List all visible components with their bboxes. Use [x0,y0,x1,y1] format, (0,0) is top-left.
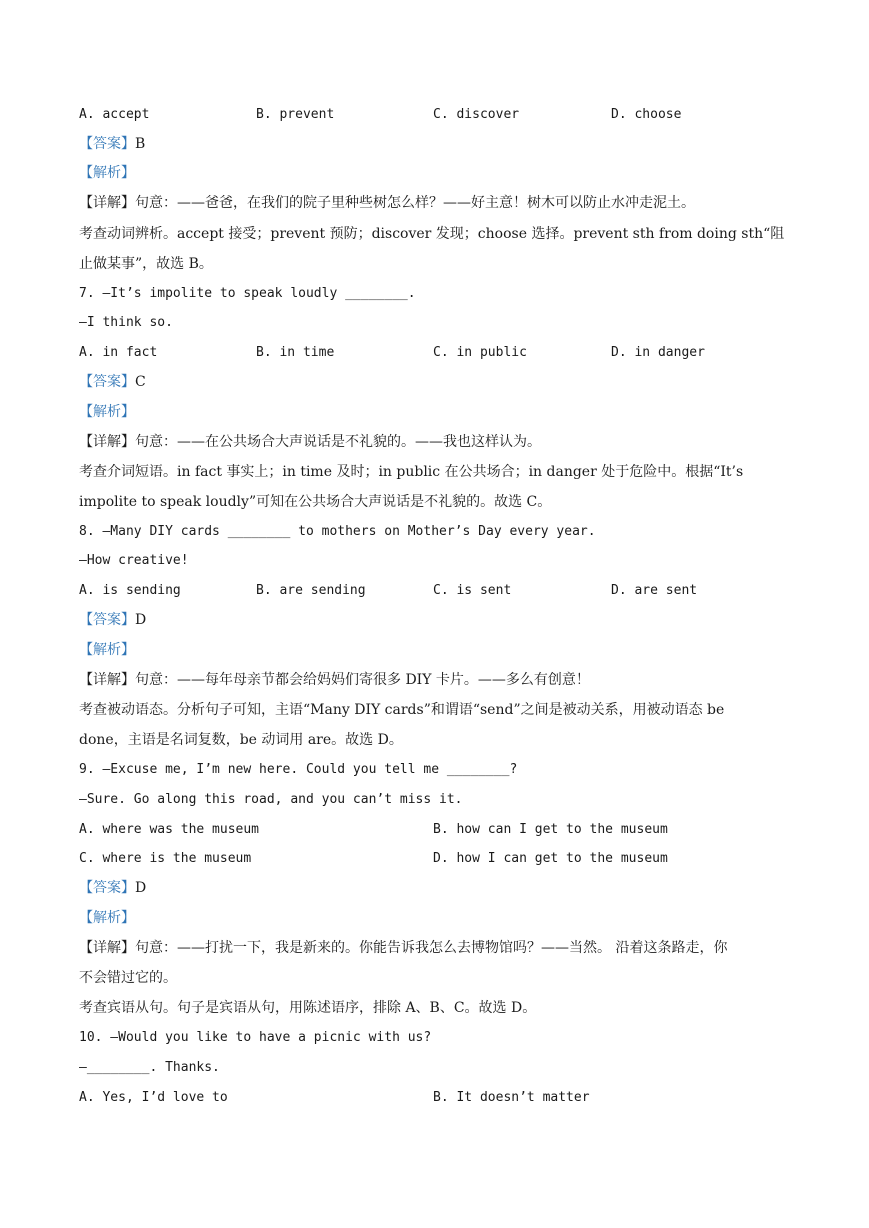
q8-analysis-tag: 【解析】 [79,642,135,658]
q8-stem: 8. —Many DIY cards ________ to mothers on Mother’s Day every year. [79,524,596,539]
q7-explanation-2: impolite to speak loudly”可知在公共场合大声说话是不礼貌的。故选 C。 [79,494,552,510]
q10-reply: —________. Thanks. [79,1060,220,1075]
detail-tag: 【详解】 [79,672,135,688]
q9-option-d: D. how I can get to the museum [433,851,668,866]
q8-option-a: A. is sending [79,583,181,598]
q6-option-a: A. accept [79,107,150,122]
q8-option-b: B. are sending [256,583,366,598]
q6-option-c: C. discover [433,107,520,122]
q10-option-a: A. Yes, I’d love to [79,1090,228,1105]
q10-option-b: B. It doesn’t matter [433,1090,590,1105]
q10-stem: 10. —Would you like to have a picnic with us? [79,1030,432,1045]
q9-explanation-1: 考查宾语从句。句子是宾语从句，用陈述语序，排除 A、B、C。故选 D。 [79,1000,537,1016]
detail-text: 句意：——打扰一下，我是新来的。你能告诉我怎么去博物馆吗？——当然。 沿着这条路走，你 [135,940,728,956]
q6-option-d: D. choose [611,107,682,122]
q8-option-d: D. are sent [611,583,698,598]
answer-value: C [135,374,146,390]
answer-value: D [135,612,147,628]
q6-option-b: B. prevent [256,107,335,122]
q7-answer [79,373,146,391]
q8-answer [79,611,146,629]
q7-option-b: B. in time [256,345,335,360]
detail-text: 句意：——每年母亲节都会给妈妈们寄很多 DIY 卡片。——多么有创意！ [135,672,590,688]
detail-text: 句意：——在公共场合大声说话是不礼貌的。——我也这样认为。 [135,434,541,450]
q8-detail [79,671,590,689]
q6-explanation-1: 考查动词辨析。accept 接受；prevent 预防；discover 发现；choose 选择。prevent sth from doing sth“阻 [79,226,785,242]
q9-stem: 9. —Excuse me, I’m new here. Could you tell me ________? [79,762,518,777]
detail-tag: 【详解】 [79,195,135,211]
q8-explanation-2: done，主语是名词复数，be 动词用 are。故选 D。 [79,732,403,748]
answer-tag: 【答案】 [79,374,135,390]
q7-explanation-1: 考查介词短语。in fact 事实上；in time 及时；in public 在公共场合；in danger 处于危险中。根据“It’s [79,464,744,480]
q6-detail [79,194,695,212]
answer-tag: 【答案】 [79,136,135,152]
q6-answer [79,135,145,153]
answer-tag: 【答案】 [79,612,135,628]
answer-value: B [135,136,146,152]
detail-tag: 【详解】 [79,434,135,450]
q9-answer [79,879,146,897]
answer-tag: 【答案】 [79,880,135,896]
q9-option-a: A. where was the museum [79,822,260,837]
q9-option-c: C. where is the museum [79,851,252,866]
q6-analysis-tag: 【解析】 [79,165,135,181]
q9-reply: —Sure. Go along this road, and you can’t miss it. [79,792,463,807]
q7-analysis-tag: 【解析】 [79,404,135,420]
q8-reply: —How creative! [79,553,189,568]
q7-detail [79,433,541,451]
answer-value: D [135,880,147,896]
q9-analysis-tag: 【解析】 [79,910,135,926]
q9-option-b: B. how can I get to the museum [433,822,668,837]
q8-option-c: C. is sent [433,583,512,598]
q9-detail-2: 不会错过它的。 [79,970,177,986]
q9-detail [79,939,727,957]
q7-stem: 7. —It’s impolite to speak loudly ________. [79,286,416,301]
detail-tag: 【详解】 [79,940,135,956]
q8-explanation-1: 考查被动语态。分析句子可知，主语“Many DIY cards”和谓语“send”之间是被动关系，用被动语态 be [79,702,725,718]
q7-option-d: D. in danger [611,345,705,360]
detail-text: 句意：——爸爸，在我们的院子里种些树怎么样？——好主意！树木可以防止水冲走泥土。 [135,195,695,211]
q7-option-a: A. in fact [79,345,158,360]
q7-option-c: C. in public [433,345,527,360]
q7-reply: —I think so. [79,315,173,330]
q6-explanation-2: 止做某事”，故选 B。 [79,256,213,272]
